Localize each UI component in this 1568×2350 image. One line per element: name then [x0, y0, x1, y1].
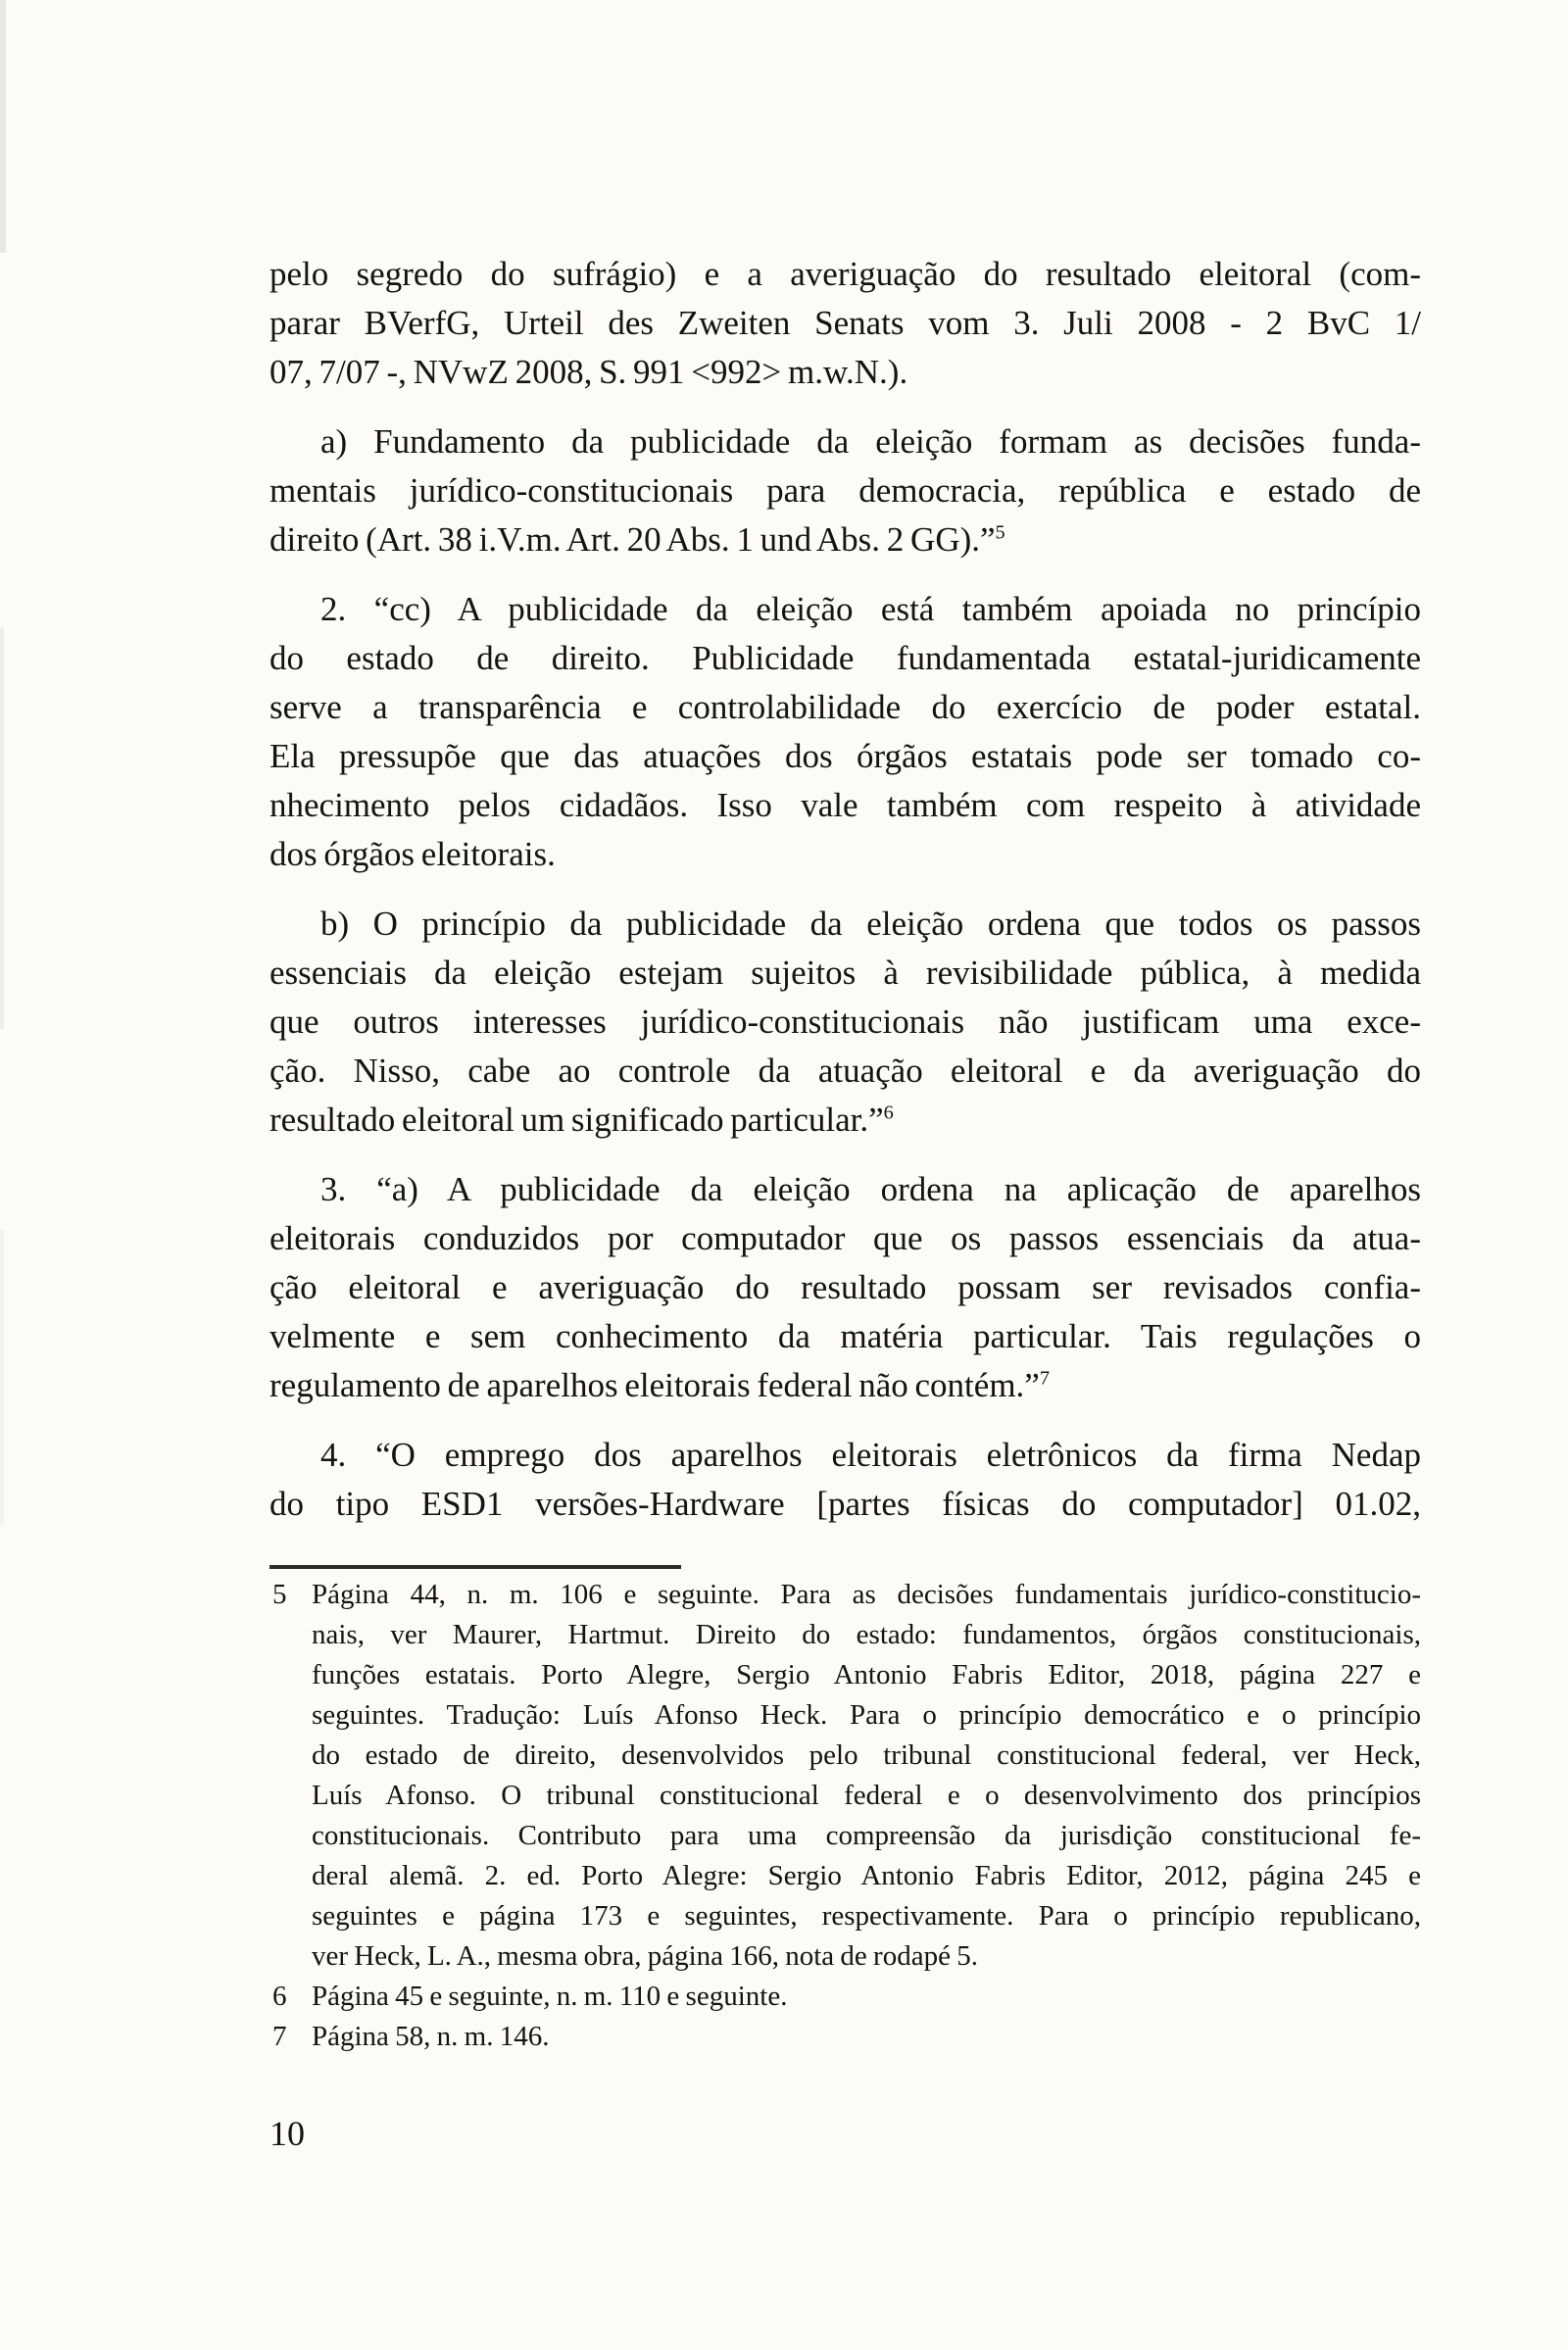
- text-line: resultado eleitoral um significado particular.”$^6$: [270, 1101, 894, 1139]
- footnotes-section: [270, 1575, 1421, 2057]
- footnote-ref: 6: [883, 1102, 894, 1124]
- paragraph: [270, 250, 1421, 397]
- scan-artifact: [0, 0, 6, 253]
- text-line: mentais jurídico-constitucionais para democracia, república e estado de: [270, 471, 1421, 510]
- footnote: [270, 1977, 1421, 2017]
- footnote-ref: 5: [995, 521, 1005, 544]
- text-line: dos órgãos eleitorais.: [270, 835, 556, 873]
- footnote: [270, 1575, 1421, 1977]
- text-line: Página 44, n. m. 106 e seguinte. Para as decisões fundamentais jurídico-constitucio-: [312, 1579, 1421, 1610]
- text-line: nais, ver Maurer, Hartmut. Direito do estado: fundamentos, órgãos constitucionais,: [312, 1619, 1421, 1650]
- paragraph: [270, 1431, 1421, 1529]
- text-line: 3. “a) A publicidade da eleição ordena na aplicação de aparelhos: [320, 1170, 1421, 1208]
- text-line: nhecimento pelos cidadãos. Isso vale também com respeito à atividade: [270, 786, 1421, 824]
- text-line: regulamento de aparelhos eleitorais federal não contém.”$^7$: [270, 1366, 1050, 1404]
- text-line: ção. Nisso, cabe ao controle da atuação eleitoral e da averiguação do: [270, 1052, 1421, 1090]
- text-line: velmente e sem conhecimento da matéria particular. Tais regulações o: [270, 1317, 1421, 1355]
- text-line: pelo segredo do sufrágio) e a averiguação do resultado eleitoral (com-: [270, 255, 1421, 293]
- scan-artifact: [0, 1230, 4, 1524]
- text-line: 2. “cc) A publicidade da eleição está também apoiada no princípio: [320, 590, 1421, 628]
- footnote-separator: [270, 1565, 681, 1569]
- text-line: Página 58, n. m. 146.: [312, 2021, 550, 2052]
- footnote: [270, 2017, 1421, 2057]
- page-text-area: [270, 250, 1421, 2057]
- text-line: funções estatais. Porto Alegre, Sergio Antonio Fabris Editor, 2018, página 227 e: [312, 1659, 1421, 1690]
- text-line: ver Heck, L. A., mesma obra, página 166, nota de rodapé 5.: [312, 1940, 978, 1972]
- text-line: do estado de direito. Publicidade fundamentada estatal-juridicamente: [270, 639, 1421, 677]
- paragraph: [270, 585, 1421, 879]
- text-line: 07, 7/07 -, NVwZ 2008, S. 991 <992> m.w.N.).: [270, 353, 908, 391]
- text-line: essenciais da eleição estejam sujeitos à revisibilidade pública, à medida: [270, 954, 1421, 992]
- footnote-number: 5: [272, 1579, 287, 1610]
- text-line: direito (Art. 38 i.V.m. Art. 20 Abs. 1 und Abs. 2 GG).”$^5$: [270, 520, 1005, 559]
- scan-artifact: [0, 627, 4, 1029]
- text-line: 4. “O emprego dos aparelhos eleitorais eletrônicos da firma Nedap: [320, 1436, 1421, 1474]
- footnote-ref: 7: [1039, 1367, 1050, 1390]
- text-line: ção eleitoral e averiguação do resultado possam ser revisados confia-: [270, 1268, 1421, 1306]
- text-line: Luís Afonso. O tribunal constitucional federal e o desenvolvimento dos princípios: [312, 1780, 1421, 1811]
- page-number: 10: [270, 2114, 305, 2153]
- footnote-number: 6: [272, 1981, 287, 2012]
- paragraph: [270, 900, 1421, 1145]
- text-line: eleitorais conduzidos por computador que os passos essenciais da atua-: [270, 1219, 1421, 1257]
- text-line: parar BVerfG, Urteil des Zweiten Senats vom 3. Juli 2008 - 2 BvC 1/: [270, 304, 1421, 342]
- text-line: seguintes e página 173 e seguintes, respectivamente. Para o princípio republicano,: [312, 1900, 1421, 1932]
- paragraph: [270, 417, 1421, 564]
- text-line: serve a transparência e controlabilidade do exercício de poder estatal.: [270, 688, 1421, 726]
- text-line: do estado de direito, desenvolvidos pelo tribunal constitucional federal, ver Heck,: [312, 1739, 1421, 1771]
- text-line: Página 45 e seguinte, n. m. 110 e seguinte.: [312, 1981, 788, 2012]
- body-paragraphs: [270, 250, 1421, 1529]
- footnote-number: 7: [272, 2021, 287, 2052]
- text-line: Ela pressupõe que das atuações dos órgãos estatais pode ser tomado co-: [270, 737, 1421, 775]
- paragraph: [270, 1165, 1421, 1410]
- text-line: a) Fundamento da publicidade da eleição formam as decisões funda-: [320, 422, 1421, 461]
- text-line: b) O princípio da publicidade da eleição ordena que todos os passos: [320, 905, 1421, 943]
- text-line: constitucionais. Contributo para uma compreensão da jurisdição constitucional fe-: [312, 1820, 1421, 1851]
- text-line: do tipo ESD1 versões-Hardware [partes físicas do computador] 01.02,: [270, 1485, 1421, 1523]
- text-line: deral alemã. 2. ed. Porto Alegre: Sergio Antonio Fabris Editor, 2012, página 245 e: [312, 1860, 1421, 1891]
- text-line: seguintes. Tradução: Luís Afonso Heck. Para o princípio democrático e o princípio: [312, 1699, 1421, 1731]
- text-line: que outros interesses jurídico-constitucionais não justificam uma exce-: [270, 1003, 1421, 1041]
